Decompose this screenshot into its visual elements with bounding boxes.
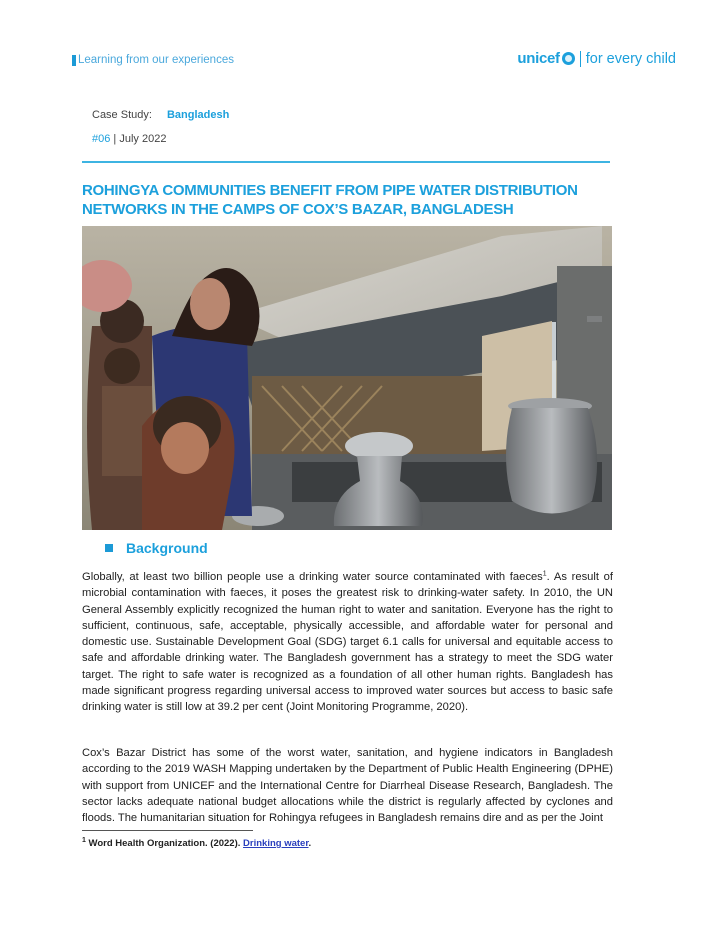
hero-photo	[82, 226, 612, 530]
body-paragraph-1	[82, 569, 613, 716]
case-study-line	[92, 109, 229, 121]
brand-divider	[580, 51, 581, 67]
series-label-text: Learning from our experiences	[78, 54, 234, 66]
paragraph-1-part-2: . As result of microbial contamination with faeces, it poses the greatest risk to drinking-water safety. In 2010, the UN General Assembly explicitly recognized the human right to water and sanitation. Everyone has the right to sufficient, continuous, safe, acceptable, physically accessible, and affordable water for personal and domestic use. Sustainable Development Goal (SDG) target 6.1 calls for universal and equitable access to safe and affordable drinking water. The Bangladesh government has a strategy to meet the SDG water target. The right to safe water is recognized as a foundation of all other human rights. Bangladesh has made significant progress regarding universal access to improved water sources but access to basic safe drinking water is still low at 39.2 per cent (Joint Monitoring Programme, 2020).	[82, 571, 614, 714]
footnote	[82, 838, 311, 849]
series-marker-icon	[72, 55, 76, 66]
issue-date: July 2022	[119, 133, 167, 145]
section-bullet-icon	[105, 544, 113, 552]
header-divider	[82, 161, 610, 163]
body-paragraph-2: Cox’s Bazar District has some of the worst water, sanitation, and hygiene indicators in Bangladesh according to the 2019 WASH Mapping undertaken by the Department of Public Health Engineering (DPHE) with support from UNICEF and the International Centre for Diarrheal Disease Research, Bangladesh. The sector lacks adequate national budget allocations while the district is regularly affected by cyclones and floods. The humanitarian situation for Rohingya refugees in Bangladesh remains dire and as per the Joint	[82, 747, 613, 825]
series-label	[72, 54, 234, 66]
brand-tagline: for every child	[585, 50, 676, 67]
footnote-link-drinking-water[interactable]: Drinking water	[243, 838, 309, 849]
case-study-country: Bangladesh	[166, 109, 230, 121]
footnote-ref[interactable]: 1	[542, 570, 547, 578]
section-heading-text: Background	[126, 540, 208, 556]
unicef-globe-icon	[562, 52, 575, 65]
document-title: ROHINGYA COMMUNITIES BENEFIT FROM PIPE WATER DISTRIBUTION NETWORKS IN THE CAMPS OF COX’S BAZAR, BANGLADESH	[82, 182, 578, 218]
footnote-divider	[82, 830, 253, 831]
paragraph-1-part-1: Globally, at least two billion people use a drinking water source contaminated with faeces	[82, 571, 543, 583]
unicef-wordmark: unicef	[517, 50, 560, 67]
case-study-label: Case Study:	[92, 109, 152, 121]
footnote-trailing: .	[308, 838, 312, 849]
section-heading	[105, 540, 208, 556]
issue-number: #06	[92, 133, 111, 145]
issue-separator: |	[113, 133, 117, 145]
photo-image-icon	[82, 226, 612, 530]
footnote-text: Word Health Organization. (2022).	[85, 838, 244, 849]
footnote-marker: 1	[82, 836, 86, 844]
issue-line	[92, 133, 166, 145]
unicef-brand	[517, 50, 676, 67]
